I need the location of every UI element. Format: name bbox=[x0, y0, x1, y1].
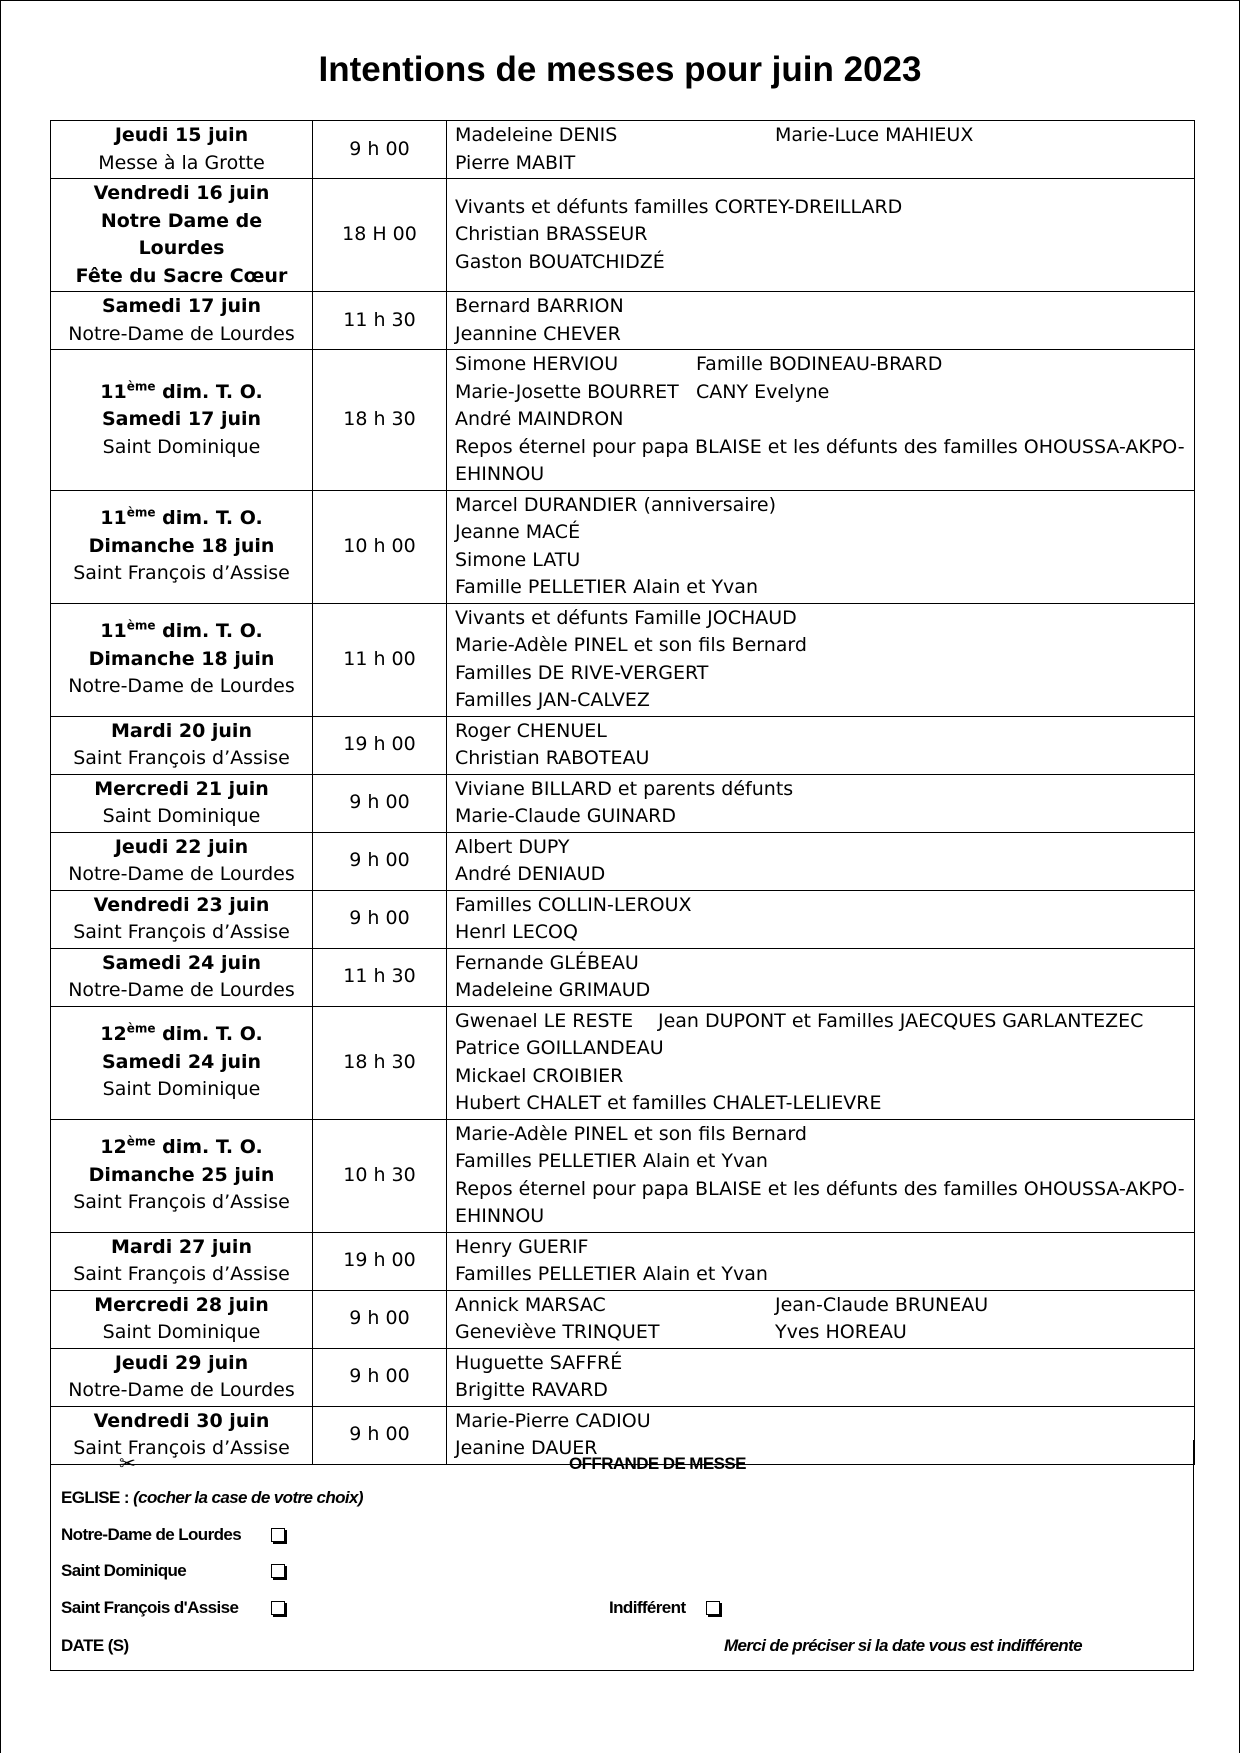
option-label-indifferent: Indifférent bbox=[609, 1598, 686, 1617]
intention-line: Familles PELLETIER Alain et Yvan bbox=[455, 1263, 768, 1285]
day-label: Samedi 24 juin bbox=[101, 1050, 262, 1073]
mass-time-cell: 11 h 30 bbox=[313, 292, 447, 350]
day-label: Vendredi 30 juin bbox=[93, 1409, 270, 1432]
day-label: Mardi 20 juin bbox=[111, 719, 252, 742]
place-label: Saint Dominique bbox=[102, 435, 261, 458]
intention-line: Hubert CHALET et familles CHALET-LELIEVRE bbox=[455, 1092, 882, 1114]
intention-line: Patrice GOILLANDEAU bbox=[455, 1037, 664, 1059]
intention-line: Familles JAN-CALVEZ bbox=[455, 689, 650, 711]
intention-line: Pierre MABIT bbox=[455, 151, 576, 174]
mass-day-cell bbox=[51, 1232, 313, 1290]
table-row bbox=[51, 350, 1195, 491]
mass-time-cell: 9 h 00 bbox=[313, 774, 447, 832]
option-label-sfa: Saint François d'Assise bbox=[61, 1598, 239, 1617]
intention-line: Henrl LECOQ bbox=[455, 921, 578, 943]
intention-line: Madeleine GRIMAUD bbox=[455, 979, 651, 1001]
mass-time-cell: 9 h 00 bbox=[313, 1406, 447, 1464]
intentions-cell bbox=[447, 179, 1195, 292]
intentions-cell bbox=[447, 1232, 1195, 1290]
day-label: Samedi 24 juin bbox=[101, 951, 262, 974]
intentions-cell bbox=[447, 832, 1195, 890]
day-label: Mercredi 28 juin bbox=[94, 1293, 269, 1316]
intention-line: Mickael CROIBIER bbox=[455, 1064, 624, 1087]
intention-line: Bernard BARRION bbox=[455, 295, 624, 317]
date-label: DATE (S) bbox=[61, 1636, 129, 1655]
table-row bbox=[51, 179, 1195, 292]
option-label-ndl: Notre-Dame de Lourdes bbox=[61, 1525, 242, 1544]
table-row bbox=[51, 1232, 1195, 1290]
place-label: Saint François d’Assise bbox=[73, 747, 290, 769]
intention-line: Huguette SAFFRÉ bbox=[455, 1351, 623, 1374]
table-row bbox=[51, 1348, 1195, 1406]
intentions-cell bbox=[447, 1348, 1195, 1406]
coupon-heading: OFFRANDE DE MESSE bbox=[569, 1454, 746, 1473]
intentions-cell bbox=[447, 1006, 1195, 1119]
mass-day-cell bbox=[51, 292, 313, 350]
eglise-label: EGLISE : bbox=[61, 1488, 129, 1507]
intention-line: Christian RABOTEAU bbox=[455, 747, 650, 769]
liturgy-label: 11ème dim. T. O. bbox=[100, 379, 263, 403]
feast-label: Fête du Sacre Cœur bbox=[75, 264, 288, 287]
intention-line: Familles DE RIVE-VERGERT bbox=[455, 661, 709, 684]
cut-line bbox=[119, 1454, 1179, 1474]
mass-time-cell: 11 h 00 bbox=[313, 603, 447, 716]
checkbox-sd[interactable] bbox=[271, 1564, 285, 1578]
intention-line: Marie-Claude GUINARD bbox=[455, 805, 676, 827]
intention-line: Annick MARSAC Jean-Claude BRUNEAU bbox=[455, 1293, 989, 1316]
intention-line: Repos éternel pour papa BLAISE et les défunts des familles OHOUSSA-AKPO-EHINNOU bbox=[455, 1177, 1185, 1227]
page-title: Intentions de messes pour juin 2023 bbox=[318, 50, 922, 89]
intentions-cell bbox=[447, 292, 1195, 350]
intention-line: Jeanne MACÉ bbox=[455, 521, 581, 543]
intention-line: Marie-Josette BOURRET CANY Evelyne bbox=[455, 380, 830, 403]
mass-intentions-table bbox=[50, 120, 1195, 1465]
intention-line: Gwenael LE RESTE Jean DUPONT et Familles JAECQUES GARLANTEZEC bbox=[455, 1009, 1144, 1032]
mass-time-cell: 19 h 00 bbox=[313, 1232, 447, 1290]
intention-line: Marie-Adèle PINEL et son fils Bernard bbox=[455, 634, 807, 656]
mass-time-cell: 9 h 00 bbox=[313, 890, 447, 948]
liturgy-label: 12ème dim. T. O. bbox=[100, 1021, 263, 1046]
intentions-cell bbox=[447, 890, 1195, 948]
place-label: Saint Dominique bbox=[102, 1321, 261, 1343]
day-label: Mardi 27 juin bbox=[111, 1235, 252, 1258]
option-label-sd: Saint Dominique bbox=[61, 1561, 187, 1580]
eglise-hint: (cocher la case de votre choix) bbox=[133, 1488, 363, 1507]
mass-time-cell: 18 h 30 bbox=[313, 350, 447, 491]
mass-time-cell: 18 h 30 bbox=[313, 1006, 447, 1119]
mass-day-cell bbox=[51, 890, 313, 948]
intention-line: Henry GUERIF bbox=[455, 1235, 589, 1258]
table-row bbox=[51, 774, 1195, 832]
table-row bbox=[51, 1006, 1195, 1119]
place-label: Saint François d’Assise bbox=[73, 1191, 290, 1214]
intention-line: Simone HERVIOU Famille BODINEAU-BRARD bbox=[455, 353, 943, 375]
place-label: Messe à la Grotte bbox=[98, 151, 265, 174]
cut-rule-left bbox=[143, 1464, 563, 1465]
intentions-cell bbox=[447, 716, 1195, 774]
cut-rule-right bbox=[774, 1464, 1179, 1465]
intention-line: Roger CHENUEL bbox=[455, 719, 607, 742]
mass-day-cell bbox=[51, 121, 313, 179]
day-label: Vendredi 23 juin bbox=[93, 893, 270, 916]
table-row bbox=[51, 890, 1195, 948]
place-label: Notre-Dame de Lourdes bbox=[68, 1379, 295, 1401]
intentions-cell bbox=[447, 603, 1195, 716]
day-label: Dimanche 25 juin bbox=[88, 1163, 275, 1186]
day-label: Vendredi 16 juin bbox=[93, 182, 270, 204]
intention-line: Marie-Adèle PINEL et son fils Bernard bbox=[455, 1122, 807, 1145]
intention-line: Marie-Pierre CADIOU bbox=[455, 1409, 651, 1432]
day-label: Samedi 17 juin bbox=[101, 408, 262, 430]
intentions-cell bbox=[447, 350, 1195, 491]
place-label: Notre-Dame de Lourdes bbox=[68, 322, 295, 345]
intentions-cell bbox=[447, 774, 1195, 832]
place-label: Saint Dominique bbox=[102, 1078, 261, 1101]
place-label: Saint François d’Assise bbox=[73, 562, 290, 585]
mass-day-cell bbox=[51, 490, 313, 603]
place-label: Saint Dominique bbox=[102, 805, 261, 827]
mass-day-cell bbox=[51, 350, 313, 491]
intention-line: Fernande GLÉBEAU bbox=[455, 951, 639, 974]
place-label: Notre Dame de Lourdes bbox=[100, 209, 263, 259]
intention-line: Madeleine DENIS Marie-Luce MAHIEUX bbox=[455, 124, 974, 146]
intention-line: Albert DUPY bbox=[455, 835, 570, 858]
intention-line: Repos éternel pour papa BLAISE et les défunts des familles OHOUSSA-AKPO-EHINNOU bbox=[455, 435, 1185, 485]
table-row bbox=[51, 716, 1195, 774]
mass-time-cell: 11 h 30 bbox=[313, 948, 447, 1006]
liturgy-label: 11ème dim. T. O. bbox=[100, 618, 263, 643]
place-label: Saint François d’Assise bbox=[73, 921, 290, 943]
day-label: Samedi 17 juin bbox=[101, 295, 262, 317]
place-label: Saint François d’Assise bbox=[73, 1437, 290, 1459]
mass-time-cell: 9 h 00 bbox=[313, 832, 447, 890]
intention-line: André MAINDRON bbox=[455, 408, 624, 430]
mass-day-cell bbox=[51, 832, 313, 890]
scissors-icon: ✂ bbox=[119, 1453, 136, 1475]
mass-time-cell: 19 h 00 bbox=[313, 716, 447, 774]
mass-time-cell: 10 h 30 bbox=[313, 1119, 447, 1232]
place-label: Notre-Dame de Lourdes bbox=[68, 863, 295, 885]
intention-line: André DENIAUD bbox=[455, 863, 606, 885]
mass-day-cell bbox=[51, 774, 313, 832]
intention-line: Simone LATU bbox=[455, 548, 581, 571]
eglise-line bbox=[61, 1488, 363, 1508]
intentions-cell bbox=[447, 1119, 1195, 1232]
checkbox-sfa[interactable] bbox=[271, 1601, 285, 1615]
date-note: Merci de préciser si la date vous est indifférente bbox=[724, 1636, 1083, 1655]
table-row bbox=[51, 490, 1195, 603]
intention-line: Geneviève TRINQUET Yves HOREAU bbox=[455, 1321, 907, 1343]
offering-coupon bbox=[50, 1440, 1194, 1671]
intentions-cell bbox=[447, 490, 1195, 603]
day-label: Dimanche 18 juin bbox=[88, 534, 275, 557]
mass-time-cell: 18 H 00 bbox=[313, 179, 447, 292]
table-row bbox=[51, 1290, 1195, 1348]
intention-line: Viviane BILLARD et parents défunts bbox=[455, 777, 794, 800]
checkbox-indifferent[interactable] bbox=[706, 1601, 720, 1615]
intentions-cell bbox=[447, 121, 1195, 179]
mass-time-cell: 10 h 00 bbox=[313, 490, 447, 603]
table-row bbox=[51, 1119, 1195, 1232]
intentions-cell bbox=[447, 1290, 1195, 1348]
checkbox-ndl[interactable] bbox=[271, 1528, 285, 1542]
mass-day-cell bbox=[51, 948, 313, 1006]
intention-line: Famille PELLETIER Alain et Yvan bbox=[455, 576, 758, 598]
place-label: Saint François d’Assise bbox=[73, 1263, 290, 1285]
intention-line: Vivants et défunts Famille JOCHAUD bbox=[455, 606, 797, 629]
liturgy-label: 11ème dim. T. O. bbox=[100, 505, 263, 530]
table-row bbox=[51, 121, 1195, 179]
mass-day-cell bbox=[51, 1348, 313, 1406]
day-label: Jeudi 29 juin bbox=[114, 1351, 249, 1374]
mass-time-cell: 9 h 00 bbox=[313, 121, 447, 179]
mass-day-cell bbox=[51, 1006, 313, 1119]
table-row bbox=[51, 948, 1195, 1006]
intention-line: Christian BRASSEUR bbox=[455, 223, 648, 246]
mass-day-cell bbox=[51, 179, 313, 292]
intention-line: Brigitte RAVARD bbox=[455, 1379, 608, 1401]
intentions-cell bbox=[447, 948, 1195, 1006]
mass-time-cell: 9 h 00 bbox=[313, 1290, 447, 1348]
day-label: Mercredi 21 juin bbox=[94, 777, 269, 800]
day-label: Jeudi 22 juin bbox=[114, 835, 249, 858]
place-label: Notre-Dame de Lourdes bbox=[68, 675, 295, 698]
liturgy-label: 12ème dim. T. O. bbox=[100, 1134, 263, 1159]
table-row bbox=[51, 832, 1195, 890]
intention-line: Vivants et défunts familles CORTEY-DREILLARD bbox=[455, 195, 903, 218]
intention-line: Familles COLLIN-LEROUX bbox=[455, 893, 692, 916]
intention-line: Gaston BOUATCHIDZÉ bbox=[455, 250, 665, 273]
place-label: Notre-Dame de Lourdes bbox=[68, 979, 295, 1001]
intention-line: Jeanine DAUER bbox=[455, 1437, 598, 1459]
intention-line: Marcel DURANDIER (anniversaire) bbox=[455, 493, 777, 516]
table-row bbox=[51, 292, 1195, 350]
intention-line: Familles PELLETIER Alain et Yvan bbox=[455, 1150, 768, 1172]
day-label: Jeudi 15 juin bbox=[114, 124, 249, 146]
mass-day-cell bbox=[51, 603, 313, 716]
intention-line: Jeannine CHEVER bbox=[455, 322, 621, 345]
mass-time-cell: 9 h 00 bbox=[313, 1348, 447, 1406]
mass-day-cell bbox=[51, 1119, 313, 1232]
mass-day-cell bbox=[51, 1290, 313, 1348]
day-label: Dimanche 18 juin bbox=[88, 647, 275, 670]
mass-day-cell bbox=[51, 716, 313, 774]
table-row bbox=[51, 603, 1195, 716]
